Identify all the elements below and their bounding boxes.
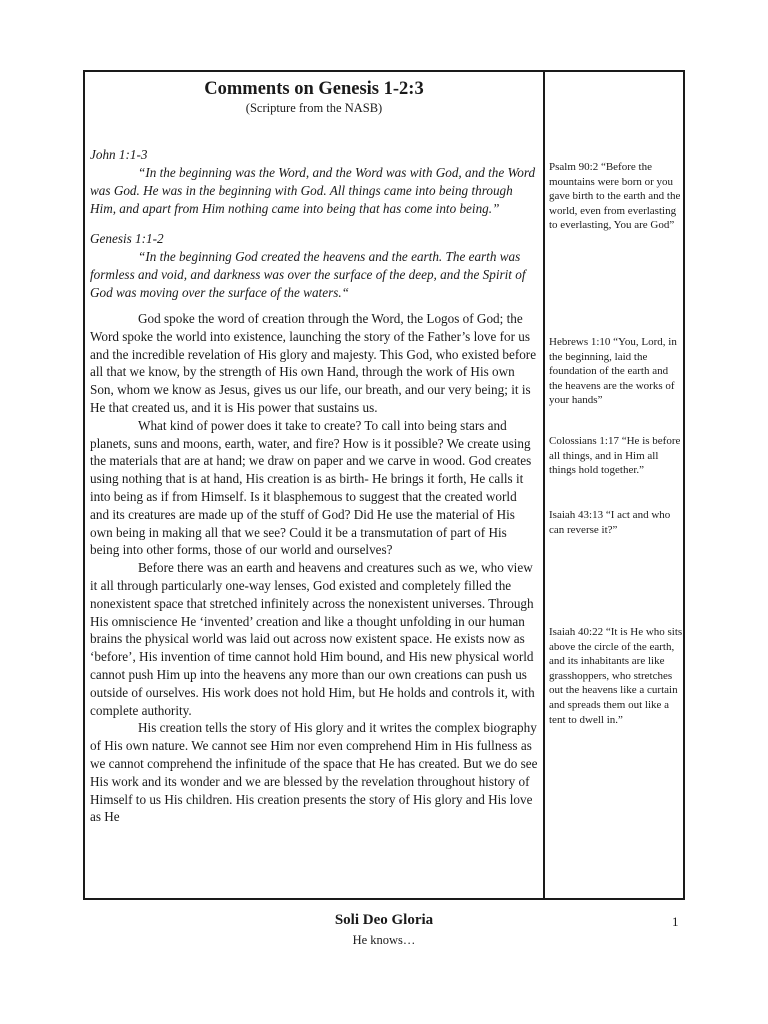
scripture-reference: John 1:1-3	[90, 147, 148, 162]
footer-subtitle: He knows…	[352, 933, 416, 947]
document-subtitle: (Scripture from the NASB)	[245, 101, 383, 115]
margin-note: Isaiah 40:22 “It is He who sits above the circle of the earth, and its inhabitants are like grasshoppers, who stretches out the heavens like a curtain and spreads them out like a tent to dwell in.”	[549, 626, 683, 726]
scripture-quote: “In the beginning was the Word, and the Word was with God, and the Word was God. He was in the beginning with God. All things came into being through Him, and apart from Him nothing came into being that has come into being.”	[90, 165, 536, 216]
margin-note: Hebrews 1:10 “You, Lord, in the beginning, laid the foundation of the earth and the heavens are the works of your hands”	[549, 336, 677, 407]
document-title: Comments on Genesis 1-2:3	[204, 79, 424, 99]
page-number: 1	[672, 914, 679, 929]
footer-title: Soli Deo Gloria	[334, 912, 434, 928]
margin-note: Colossians 1:17 “He is before all things, and in Him all things hold together.”	[549, 435, 681, 477]
scripture-quote: “In the beginning God created the heavens and the earth. The earth was formless and void, and darkness was over the surface of the deep, and the Spirit of God was moving over the surface of the waters.“	[90, 249, 526, 300]
main-column	[90, 76, 538, 826]
column-divider	[543, 72, 545, 898]
page-frame	[83, 70, 685, 900]
body-paragraph: His creation tells the story of His glory and it writes the complex biography of His own nature. We cannot see Him nor even comprehend Him in His fullness as we cannot comprehend the infinitude of the space that He has created. But we do see His work and its wonder and we are blessed by the revelation throughout history of Himself to us His children. His creation presents the story of His glory and His love as He	[90, 720, 538, 825]
margin-note: Isaiah 43:13 “I act and who can reverse it?”	[549, 509, 671, 536]
scripture-reference: Genesis 1:1-2	[90, 231, 164, 246]
body-paragraph: Before there was an earth and heavens and creatures such as we, who view it all through particularly one-way lenses, God existed and completely filled the nonexistent space that stretched infinitely across the nonexistent universes. Through His omniscience He ‘invented’ creation and like a thought unfolding in our human brains the physical world was laid out across now existent space. He exists now as ‘before’, His invention of time cannot hold Him bound, and His new physical world cannot push Him up into the heavens any more than our own creations can push us outside of ourselves. His work does not hold Him, but He holds and controls it, with complete authority.	[90, 560, 535, 718]
body-paragraph: God spoke the word of creation through the Word, the Logos of God; the Word spoke the world into existence, launching the story of the Father’s love for us and the incredible revelation of His glory and majesty. This God, who existed before all that we know, by the strength of His own Hand, through the work of His own Son, whom we know as Jesus, gives us our life, our breath, and our very being; it is He that created us, and it is His power that sustains us.	[90, 311, 537, 415]
body-paragraph: What kind of power does it take to create? To call into being stars and planets, suns and moons, earth, water, and fire? How is it possible? We create using the materials that are at hand; we draw on paper and we carve in wood. God creates using nothing that is at hand, His creation is as birth- He brings it forth, He calls it into being as if from Himself. Is it blasphemous to suggest that the created world and its creatures are made up of the stuff of God? Did He use the material of His own being in making all that we see? Could it be a transmutation of part of His being into other forms, those of our world and ourselves?	[90, 417, 532, 558]
margin-note: Psalm 90:2 “Before the mountains were born or you gave birth to the earth and the world, even from everlasting to everlasting, You are God”	[549, 161, 681, 232]
